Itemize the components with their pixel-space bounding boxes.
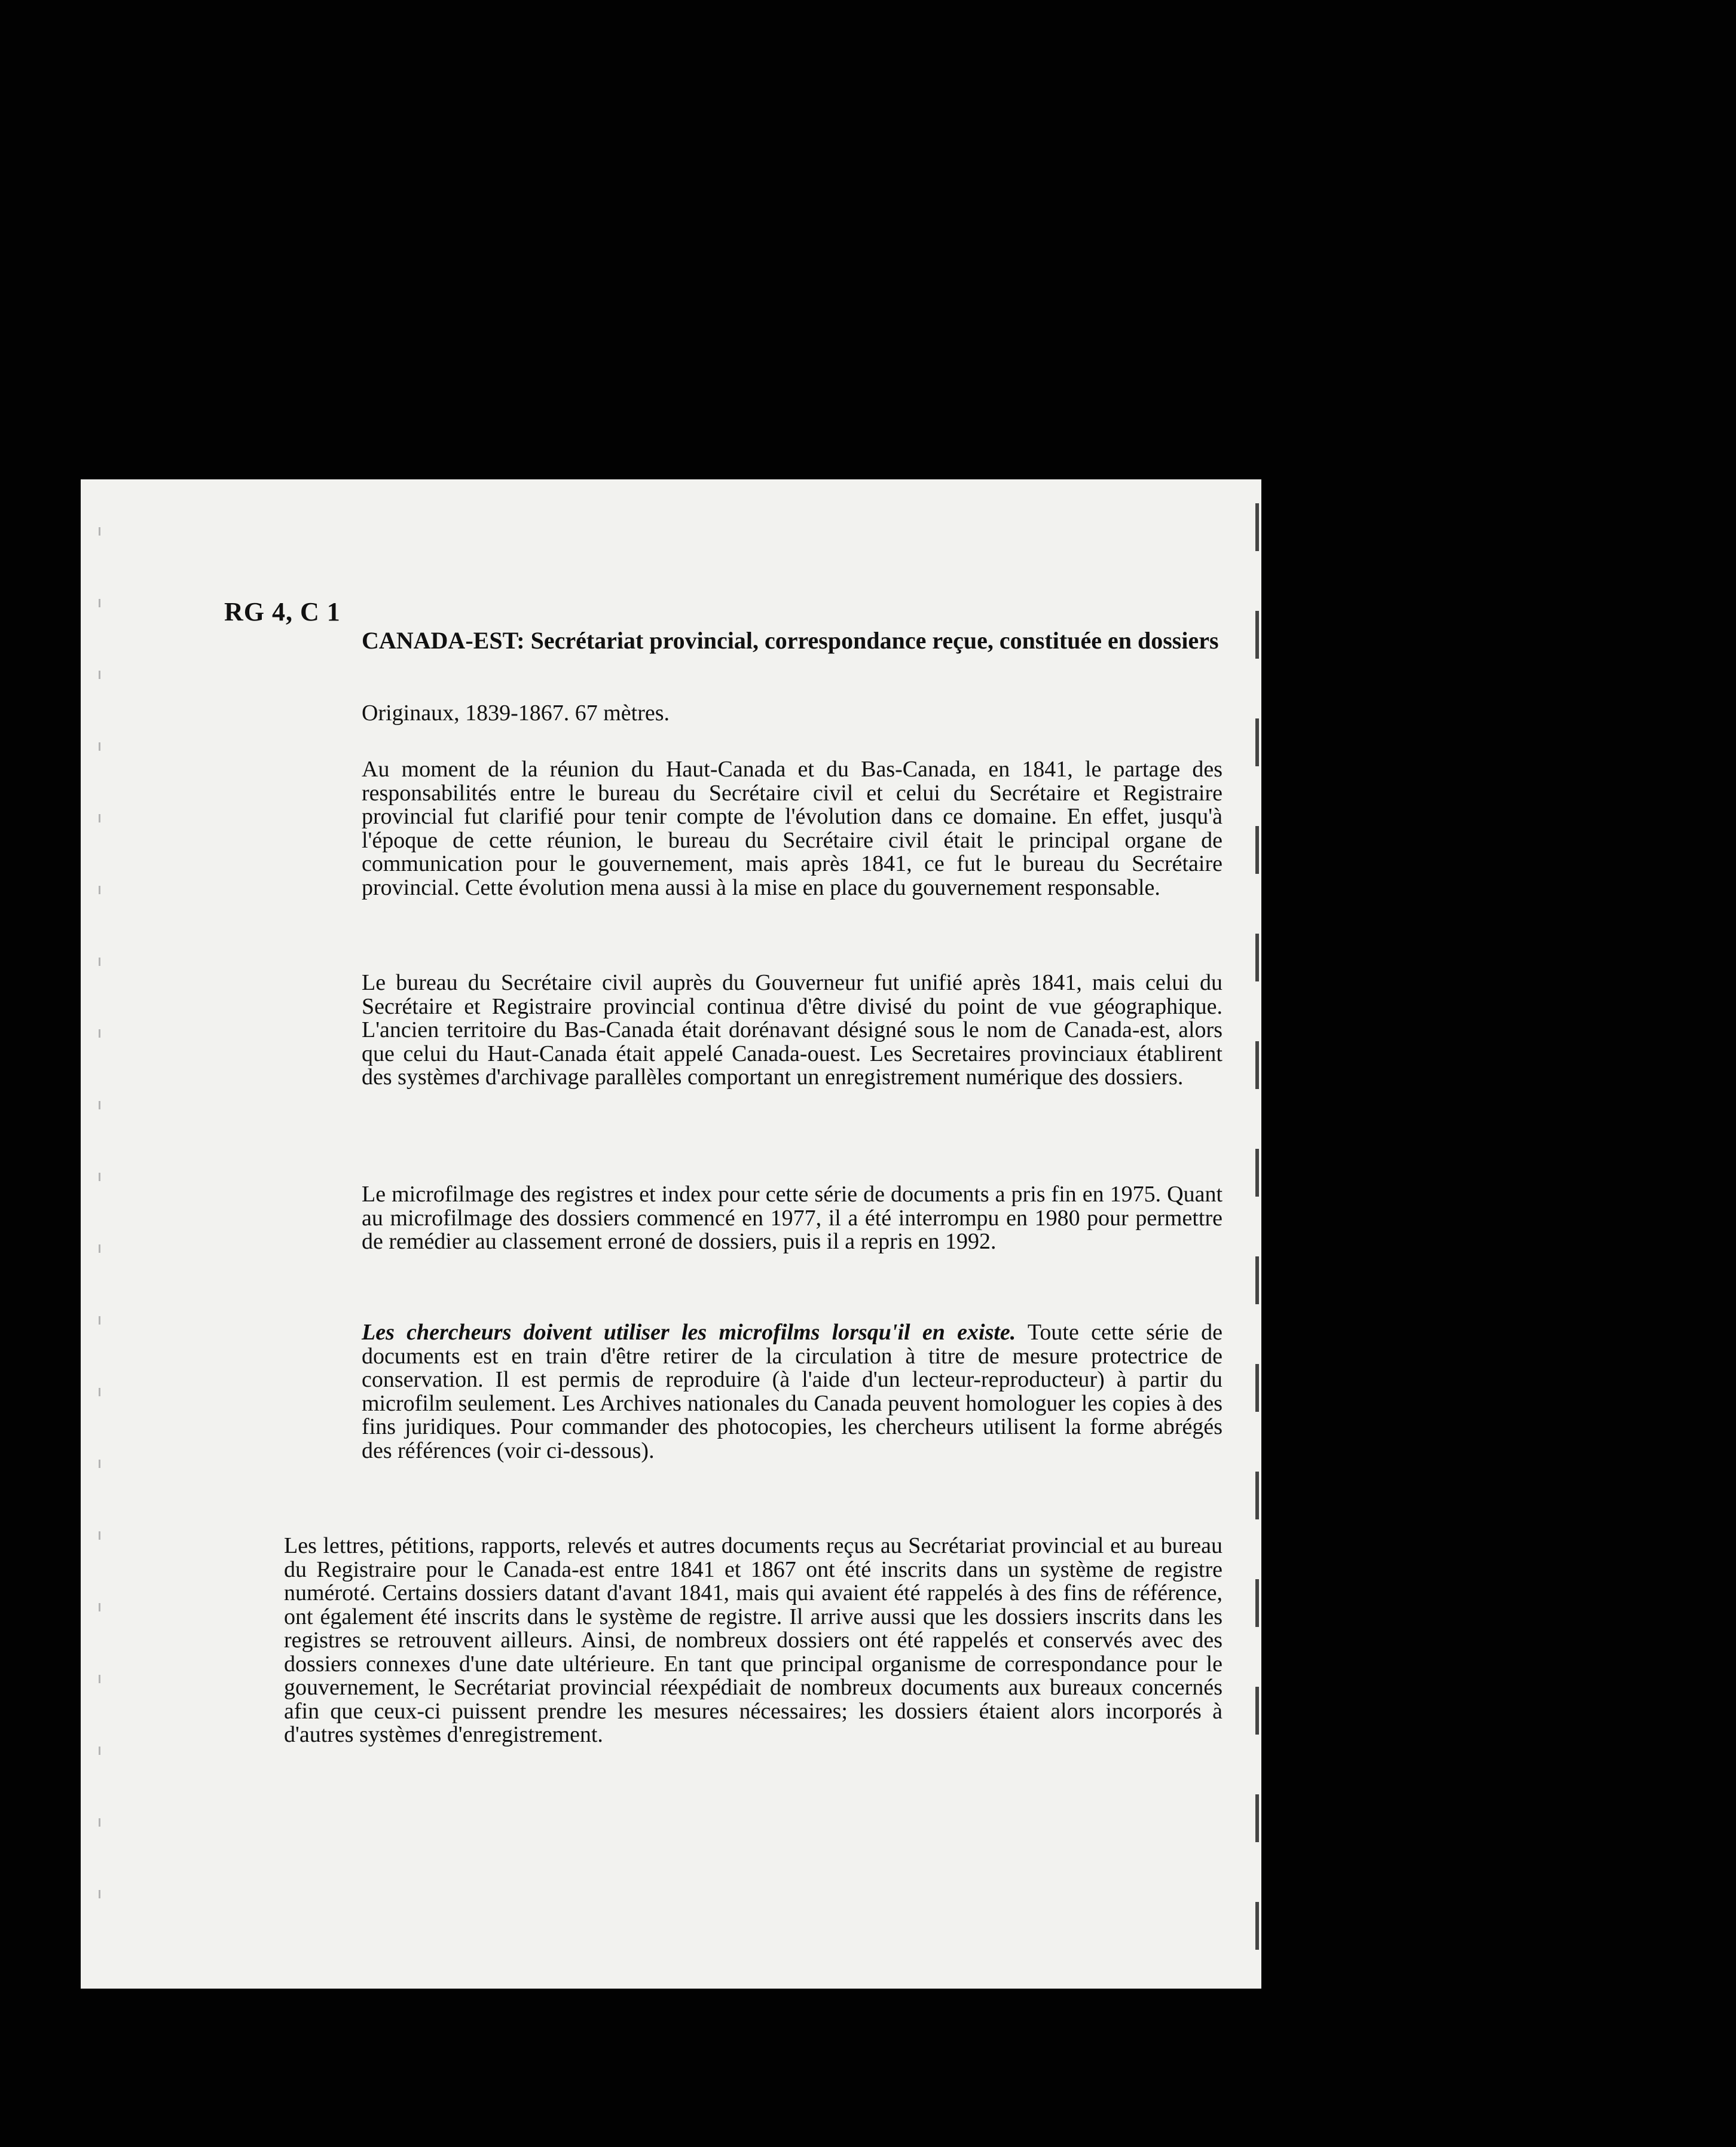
paragraph-union-1841: Au moment de la réunion du Haut-Canada et du Bas-Canada, en 1841, le partage des responsabilités entre le bureau du Secrétaire civil et celui du Secrétaire et Registraire provincial fut clarifié pour tenir compte de l'évolution dans ce domaine. En effet, jusqu'à l'époque de cette réunion, le bureau du Secrétaire civil était le principal organe de communication pour le gouvernement, mais après 1841, ce fut le bureau du Secrétaire provincial. Cette évolution mena aussi à la mise en place du gouvernement responsable.: [362, 757, 1222, 900]
paragraph-researcher-notice: [362, 1321, 1222, 1463]
document-title: CANADA-EST: Secrétariat provincial, correspondance reçue, constituée en dossiers: [362, 627, 1219, 654]
perforation-marks: [99, 527, 100, 1962]
notice-lead: Les chercheurs doivent utiliser les microfilms lorsqu'il en existe.: [362, 1320, 1016, 1345]
document-page: [81, 479, 1261, 1989]
extent-line: Originaux, 1839-1867. 67 mètres.: [362, 701, 670, 726]
paragraph-registry-system: Les lettres, pétitions, rapports, relevés et autres documents reçus au Secrétariat provincial et au bureau du Registraire pour le Canada-est entre 1841 et 1867 ont été inscrits dans un système de registre numéroté. Certains dossiers datant d'avant 1841, mais qui avaient été rappelés à des fins de référence, ont également été inscrits dans le système de registre. Il arrive aussi que les dossiers inscrits dans les registres se retrouvent ailleurs. Ainsi, de nombreux dossiers ont été rappelés et conservés avec des dossiers connexes d'une date ultérieure. En tant que principal organisme de correspondance pour le gouvernement, le Secrétariat provincial réexpédiait de nombreux documents aux bureaux concernés afin que ceux-ci puissent prendre les mesures nécessaires; les dossiers étaient alors incorporés à d'autres systèmes d'enregistrement.: [284, 1533, 1222, 1747]
notice-body: Toute cette série de documents est en train d'être retirer de la circulation à titre de mesure protectrice de conservation. Il est permis de reproduire (à l'aide d'un lecteur-reproducteur) à partir du microfilm seulement. Les Archives nationales du Canada peuvent homologuer les copies à des fins juridiques. Pour commander des photocopies, les chercheurs utilisent la forme abrégés des références (voir ci-dessous).: [362, 1320, 1222, 1463]
record-group-reference: RG 4, C 1: [224, 597, 341, 626]
page-edge-marks: [1255, 503, 1259, 1962]
paragraph-civil-secretary: Le bureau du Secrétaire civil auprès du Gouverneur fut unifié après 1841, mais celui du Secrétaire et Registraire provincial continua d'être divisé du point de vue géographique. L'ancien territoire du Bas-Canada était dorénavant désigné sous le nom de Canada-est, alors que celui du Haut-Canada était appelé Canada-ouest. Les Secretaires provinciaux établirent des systèmes d'archivage parallèles comportant un enregistrement numérique des dossiers.: [362, 970, 1222, 1090]
paragraph-microfilming: Le microfilmage des registres et index pour cette série de documents a pris fin en 1975. Quant au microfilmage des dossiers commencé en 1977, il a été interrompu en 1980 pour permettre de remédier au classement erroné de dossiers, puis il a repris en 1992.: [362, 1182, 1222, 1254]
